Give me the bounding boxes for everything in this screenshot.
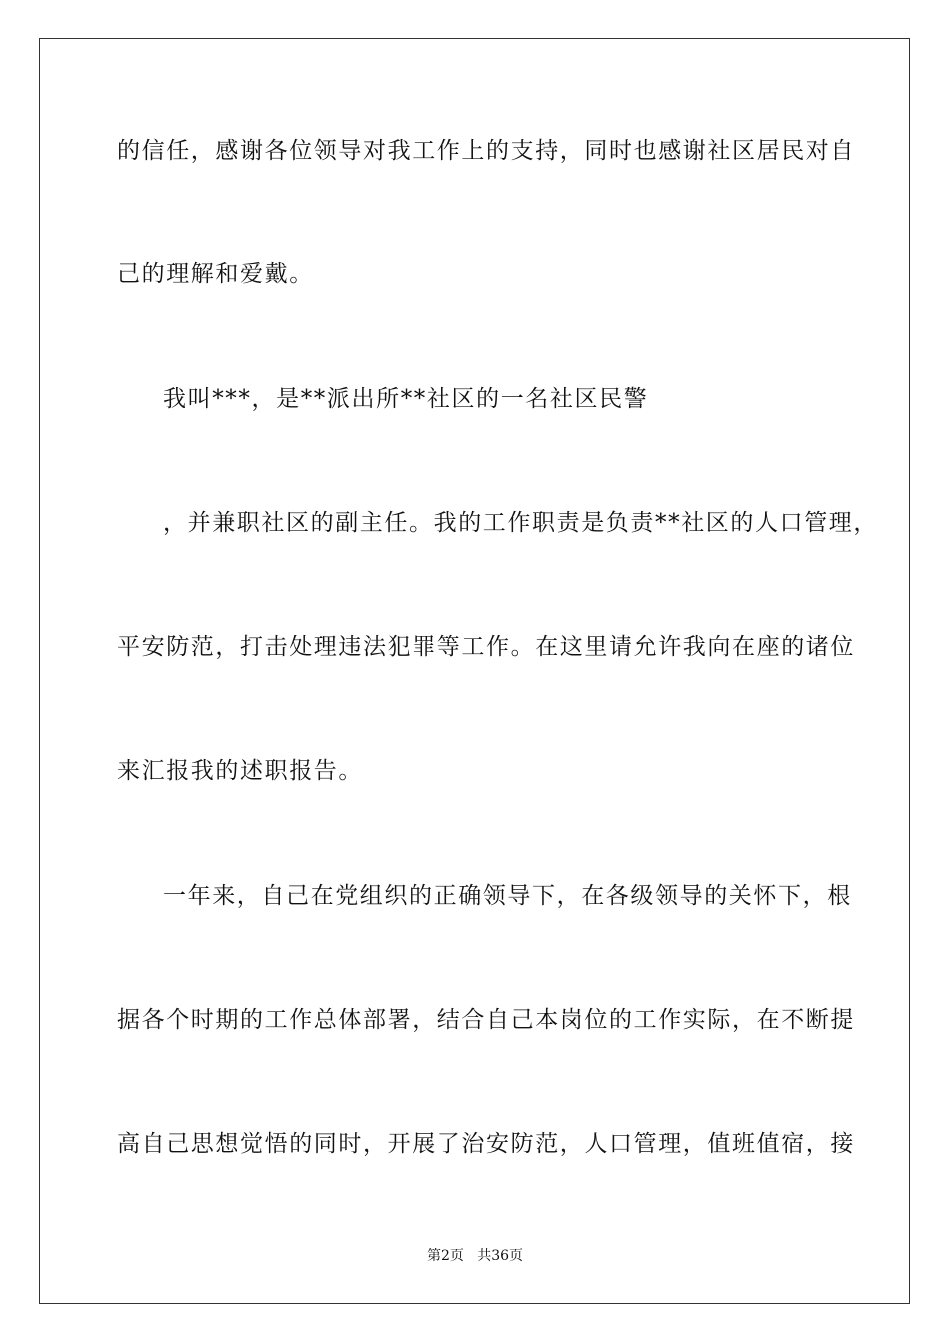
body-line-5: 平安防范，打击处理违法犯罪等工作。在这里请允许我向在座的诸位: [117, 634, 855, 660]
body-line-2: 己的理解和爱戴。: [117, 261, 314, 287]
body-line-1: 的信任，感谢各位领导对我工作上的支持，同时也感谢社区居民对自: [117, 138, 855, 164]
body-line-9: 高自己思想觉悟的同时，开展了治安防范，人口管理，值班值宿，接: [117, 1131, 855, 1157]
body-line-4: ，并兼职社区的副主任。我的工作职责是负责**社区的人口管理，: [163, 510, 878, 536]
body-line-6: 来汇报我的述职报告。: [117, 758, 363, 784]
body-line-7: 一年来，自己在党组织的正确领导下，在各级领导的关怀下，根: [163, 883, 852, 909]
page-footer: 第2页 共36页: [426, 1248, 524, 1264]
body-line-8: 据各个时期的工作总体部署，结合自己本岗位的工作实际，在不断提: [117, 1007, 855, 1033]
page-border: [39, 38, 910, 1304]
body-line-3: 我叫***，是**派出所**社区的一名社区民警: [163, 386, 649, 412]
